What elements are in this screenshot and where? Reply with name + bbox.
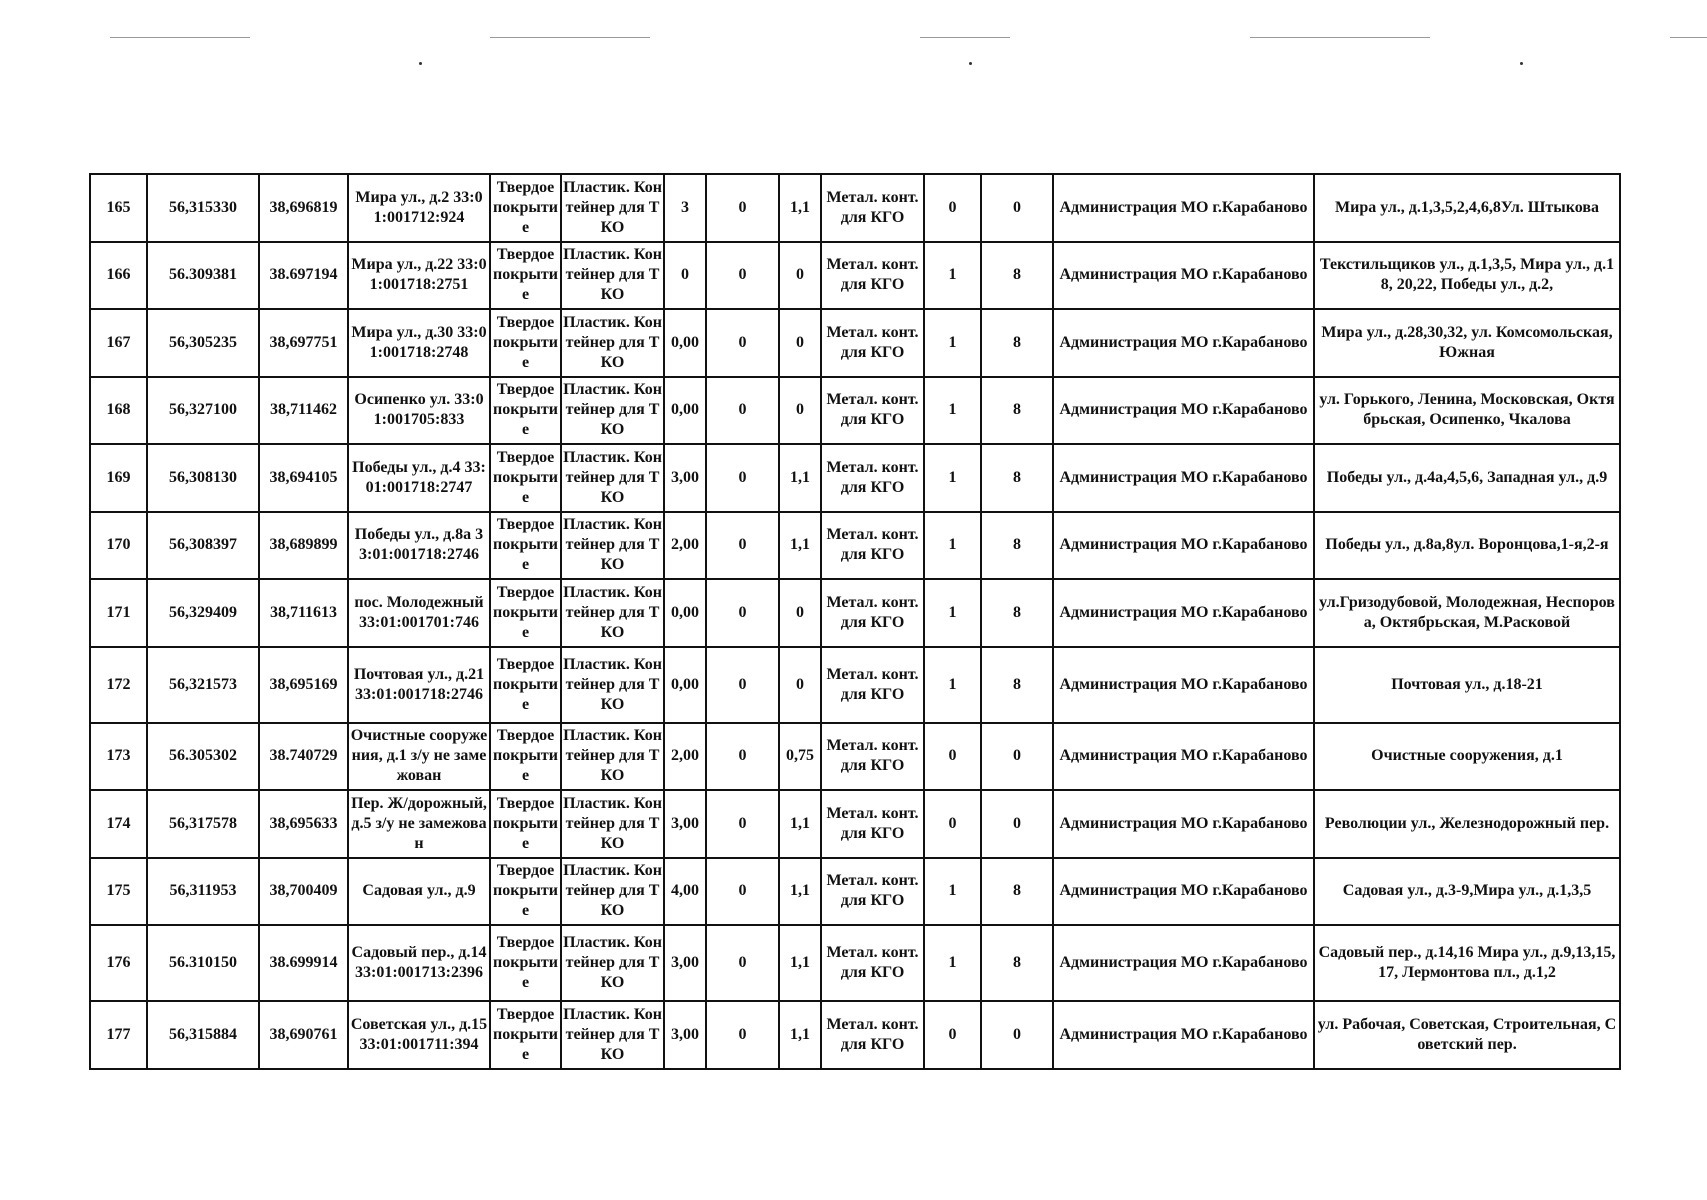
cell-kgo-count: 1 [924,242,981,310]
cell-container-volume: 0 [779,579,821,647]
cell-number: 171 [90,579,147,647]
cell-container-volume: 1,1 [779,1001,821,1069]
cell-owner: Администрация МО г.Карабаново [1053,444,1314,512]
cell-surface: Твердое покрытие [490,242,561,310]
cell-address: Победы ул., д.8а 33:01:001718:2746 [348,512,490,580]
cell-surface: Твердое покрытие [490,925,561,1001]
cell-surface: Твердое покрытие [490,444,561,512]
cell-container-count: 3,00 [664,925,706,1001]
cell-kgo-volume: 0 [981,1001,1053,1069]
cell-container-planned: 0 [706,925,779,1001]
cell-container-planned: 0 [706,858,779,926]
cell-number: 166 [90,242,147,310]
cell-container-planned: 0 [706,242,779,310]
table-row [90,242,1620,310]
cell-container-count: 0,00 [664,309,706,377]
scan-line [920,37,1010,38]
cell-served-objects: ул. Горького, Ленина, Московская, Октябрьская, Осипенко, Чкалова [1314,377,1620,445]
cell-kgo-volume: 0 [981,723,1053,791]
cell-container-planned: 0 [706,174,779,242]
cell-kgo-type: Метал. конт. для КГО [821,925,924,1001]
cell-number: 172 [90,647,147,723]
cell-longitude: 38,695633 [259,790,348,858]
table-row [90,858,1620,926]
cell-container-planned: 0 [706,647,779,723]
cell-latitude: 56,308397 [147,512,259,580]
cell-served-objects: ул.Гризодубовой, Молодежная, Неспорова, Октябрьская, М.Расковой [1314,579,1620,647]
cell-served-objects: Революции ул., Железнодорожный пер. [1314,790,1620,858]
cell-kgo-volume: 8 [981,858,1053,926]
cell-address: Садовый пер., д.14 33:01:001713:2396 [348,925,490,1001]
cell-container-volume: 0 [779,377,821,445]
cell-container-volume: 1,1 [779,858,821,926]
cell-container-volume: 0 [779,309,821,377]
cell-kgo-count: 1 [924,444,981,512]
cell-kgo-type: Метал. конт. для КГО [821,174,924,242]
cell-container-type: Пластик. Контейнер для ТКО [561,242,664,310]
cell-longitude: 38,695169 [259,647,348,723]
cell-container-count: 0,00 [664,579,706,647]
cell-container-planned: 0 [706,1001,779,1069]
cell-container-count: 2,00 [664,723,706,791]
cell-container-count: 4,00 [664,858,706,926]
scan-line [1670,37,1707,38]
cell-kgo-type: Метал. конт. для КГО [821,579,924,647]
cell-container-volume: 0,75 [779,723,821,791]
cell-container-type: Пластик. Контейнер для ТКО [561,925,664,1001]
cell-container-count: 2,00 [664,512,706,580]
cell-container-type: Пластик. Контейнер для ТКО [561,647,664,723]
cell-latitude: 56,329409 [147,579,259,647]
cell-served-objects: ул. Рабочая, Советская, Строительная, Советский пер. [1314,1001,1620,1069]
cell-container-volume: 1,1 [779,925,821,1001]
cell-address: пос. Молодежный 33:01:001701:746 [348,579,490,647]
cell-longitude: 38,697751 [259,309,348,377]
scan-line [490,37,650,38]
cell-container-volume: 0 [779,242,821,310]
cell-longitude: 38,690761 [259,1001,348,1069]
table-row [90,174,1620,242]
cell-served-objects: Почтовая ул., д.18-21 [1314,647,1620,723]
cell-kgo-count: 1 [924,647,981,723]
cell-surface: Твердое покрытие [490,723,561,791]
table-row [90,790,1620,858]
cell-address: Пер. Ж/дорожный, д.5 з/у не замежован [348,790,490,858]
scan-dot [419,62,422,65]
cell-number: 167 [90,309,147,377]
cell-number: 165 [90,174,147,242]
scan-line [1250,37,1430,38]
cell-kgo-count: 0 [924,1001,981,1069]
cell-kgo-type: Метал. конт. для КГО [821,790,924,858]
cell-owner: Администрация МО г.Карабаново [1053,242,1314,310]
cell-container-type: Пластик. Контейнер для ТКО [561,512,664,580]
cell-latitude: 56,315330 [147,174,259,242]
cell-container-volume: 0 [779,647,821,723]
cell-address: Осипенко ул. 33:01:001705:833 [348,377,490,445]
cell-surface: Твердое покрытие [490,647,561,723]
cell-owner: Администрация МО г.Карабаново [1053,309,1314,377]
cell-address: Почтовая ул., д.21 33:01:001718:2746 [348,647,490,723]
cell-container-count: 0 [664,242,706,310]
cell-container-type: Пластик. Контейнер для ТКО [561,309,664,377]
cell-kgo-count: 0 [924,174,981,242]
cell-container-planned: 0 [706,512,779,580]
cell-kgo-count: 1 [924,858,981,926]
cell-kgo-type: Метал. конт. для КГО [821,309,924,377]
scan-artifacts [0,0,1707,80]
cell-served-objects: Садовая ул., д.3-9,Мира ул., д.1,3,5 [1314,858,1620,926]
cell-container-type: Пластик. Контейнер для ТКО [561,790,664,858]
cell-container-type: Пластик. Контейнер для ТКО [561,1001,664,1069]
cell-latitude: 56,311953 [147,858,259,926]
cell-kgo-volume: 8 [981,512,1053,580]
cell-kgo-type: Метал. конт. для КГО [821,723,924,791]
cell-latitude: 56,315884 [147,1001,259,1069]
cell-address: Мира ул., д.22 33:01:001718:2751 [348,242,490,310]
cell-served-objects: Садовый пер., д.14,16 Мира ул., д.9,13,15,17, Лермонтова пл., д.1,2 [1314,925,1620,1001]
cell-number: 176 [90,925,147,1001]
cell-kgo-volume: 8 [981,925,1053,1001]
cell-kgo-volume: 8 [981,377,1053,445]
table-row [90,1001,1620,1069]
cell-container-count: 3 [664,174,706,242]
cell-latitude: 56.309381 [147,242,259,310]
cell-longitude: 38.699914 [259,925,348,1001]
cell-kgo-volume: 8 [981,242,1053,310]
cell-container-volume: 1,1 [779,790,821,858]
cell-container-planned: 0 [706,377,779,445]
cell-number: 168 [90,377,147,445]
cell-owner: Администрация МО г.Карабаново [1053,174,1314,242]
cell-kgo-volume: 8 [981,309,1053,377]
cell-container-count: 0,00 [664,647,706,723]
cell-owner: Администрация МО г.Карабаново [1053,1001,1314,1069]
cell-container-planned: 0 [706,444,779,512]
cell-container-volume: 1,1 [779,174,821,242]
cell-kgo-count: 0 [924,723,981,791]
cell-address: Мира ул., д.2 33:01:001712:924 [348,174,490,242]
cell-latitude: 56,308130 [147,444,259,512]
cell-container-type: Пластик. Контейнер для ТКО [561,377,664,445]
cell-surface: Твердое покрытие [490,1001,561,1069]
cell-kgo-count: 1 [924,377,981,445]
cell-surface: Твердое покрытие [490,174,561,242]
cell-latitude: 56.305302 [147,723,259,791]
cell-owner: Администрация МО г.Карабаново [1053,647,1314,723]
cell-owner: Администрация МО г.Карабаново [1053,512,1314,580]
waste-sites-table [89,173,1621,1070]
cell-served-objects: Победы ул., д.4а,4,5,6, Западная ул., д.9 [1314,444,1620,512]
cell-owner: Администрация МО г.Карабаново [1053,377,1314,445]
cell-kgo-volume: 8 [981,647,1053,723]
cell-number: 170 [90,512,147,580]
cell-container-planned: 0 [706,309,779,377]
cell-container-type: Пластик. Контейнер для ТКО [561,858,664,926]
table-body [90,174,1620,1069]
cell-longitude: 38,711613 [259,579,348,647]
table-row [90,579,1620,647]
cell-kgo-volume: 0 [981,790,1053,858]
cell-longitude: 38,711462 [259,377,348,445]
cell-number: 173 [90,723,147,791]
cell-address: Очистные сооружения, д.1 з/у не замежован [348,723,490,791]
scan-line [110,37,250,38]
cell-owner: Администрация МО г.Карабаново [1053,925,1314,1001]
cell-kgo-type: Метал. конт. для КГО [821,512,924,580]
cell-surface: Твердое покрытие [490,309,561,377]
cell-kgo-volume: 8 [981,444,1053,512]
cell-served-objects: Мира ул., д.1,3,5,2,4,6,8Ул. Штыкова [1314,174,1620,242]
cell-container-volume: 1,1 [779,512,821,580]
scan-dot [969,62,972,65]
cell-served-objects: Мира ул., д.28,30,32, ул. Комсомольская, Южная [1314,309,1620,377]
cell-address: Советская ул., д.15 33:01:001711:394 [348,1001,490,1069]
table-row [90,444,1620,512]
cell-container-type: Пластик. Контейнер для ТКО [561,579,664,647]
cell-kgo-type: Метал. конт. для КГО [821,377,924,445]
cell-latitude: 56,321573 [147,647,259,723]
cell-longitude: 38,689899 [259,512,348,580]
cell-served-objects: Очистные сооружения, д.1 [1314,723,1620,791]
cell-container-type: Пластик. Контейнер для ТКО [561,174,664,242]
cell-served-objects: Текстильщиков ул., д.1,3,5, Мира ул., д.18, 20,22, Победы ул., д.2, [1314,242,1620,310]
table-row [90,309,1620,377]
cell-kgo-volume: 0 [981,174,1053,242]
cell-kgo-type: Метал. конт. для КГО [821,444,924,512]
cell-longitude: 38,700409 [259,858,348,926]
cell-longitude: 38.697194 [259,242,348,310]
cell-longitude: 38.740729 [259,723,348,791]
cell-kgo-count: 1 [924,925,981,1001]
cell-container-count: 3,00 [664,1001,706,1069]
table-row [90,647,1620,723]
cell-latitude: 56,305235 [147,309,259,377]
cell-container-count: 3,00 [664,790,706,858]
cell-container-planned: 0 [706,790,779,858]
cell-address: Садовая ул., д.9 [348,858,490,926]
cell-kgo-count: 1 [924,309,981,377]
cell-latitude: 56,317578 [147,790,259,858]
scan-dot [1520,62,1523,65]
cell-number: 177 [90,1001,147,1069]
cell-owner: Администрация МО г.Карабаново [1053,858,1314,926]
cell-kgo-type: Метал. конт. для КГО [821,647,924,723]
cell-container-type: Пластик. Контейнер для ТКО [561,444,664,512]
cell-address: Мира ул., д.30 33:01:001718:2748 [348,309,490,377]
cell-owner: Администрация МО г.Карабаново [1053,579,1314,647]
cell-surface: Твердое покрытие [490,377,561,445]
cell-latitude: 56.310150 [147,925,259,1001]
table-row [90,512,1620,580]
cell-container-planned: 0 [706,723,779,791]
cell-container-count: 3,00 [664,444,706,512]
cell-kgo-volume: 8 [981,579,1053,647]
cell-container-volume: 1,1 [779,444,821,512]
cell-surface: Твердое покрытие [490,858,561,926]
cell-kgo-count: 0 [924,790,981,858]
cell-served-objects: Победы ул., д.8а,8ул. Воронцова,1-я,2-я [1314,512,1620,580]
cell-kgo-type: Метал. конт. для КГО [821,242,924,310]
cell-surface: Твердое покрытие [490,790,561,858]
cell-owner: Администрация МО г.Карабаново [1053,790,1314,858]
cell-owner: Администрация МО г.Карабаново [1053,723,1314,791]
cell-number: 169 [90,444,147,512]
cell-kgo-type: Метал. конт. для КГО [821,858,924,926]
cell-number: 175 [90,858,147,926]
table-row [90,925,1620,1001]
cell-kgo-count: 1 [924,512,981,580]
table-row [90,377,1620,445]
cell-container-type: Пластик. Контейнер для ТКО [561,723,664,791]
cell-kgo-type: Метал. конт. для КГО [821,1001,924,1069]
cell-surface: Твердое покрытие [490,512,561,580]
cell-longitude: 38,696819 [259,174,348,242]
cell-kgo-count: 1 [924,579,981,647]
cell-surface: Твердое покрытие [490,579,561,647]
table-row [90,723,1620,791]
cell-longitude: 38,694105 [259,444,348,512]
cell-address: Победы ул., д.4 33:01:001718:2747 [348,444,490,512]
cell-container-planned: 0 [706,579,779,647]
cell-container-count: 0,00 [664,377,706,445]
cell-latitude: 56,327100 [147,377,259,445]
cell-number: 174 [90,790,147,858]
